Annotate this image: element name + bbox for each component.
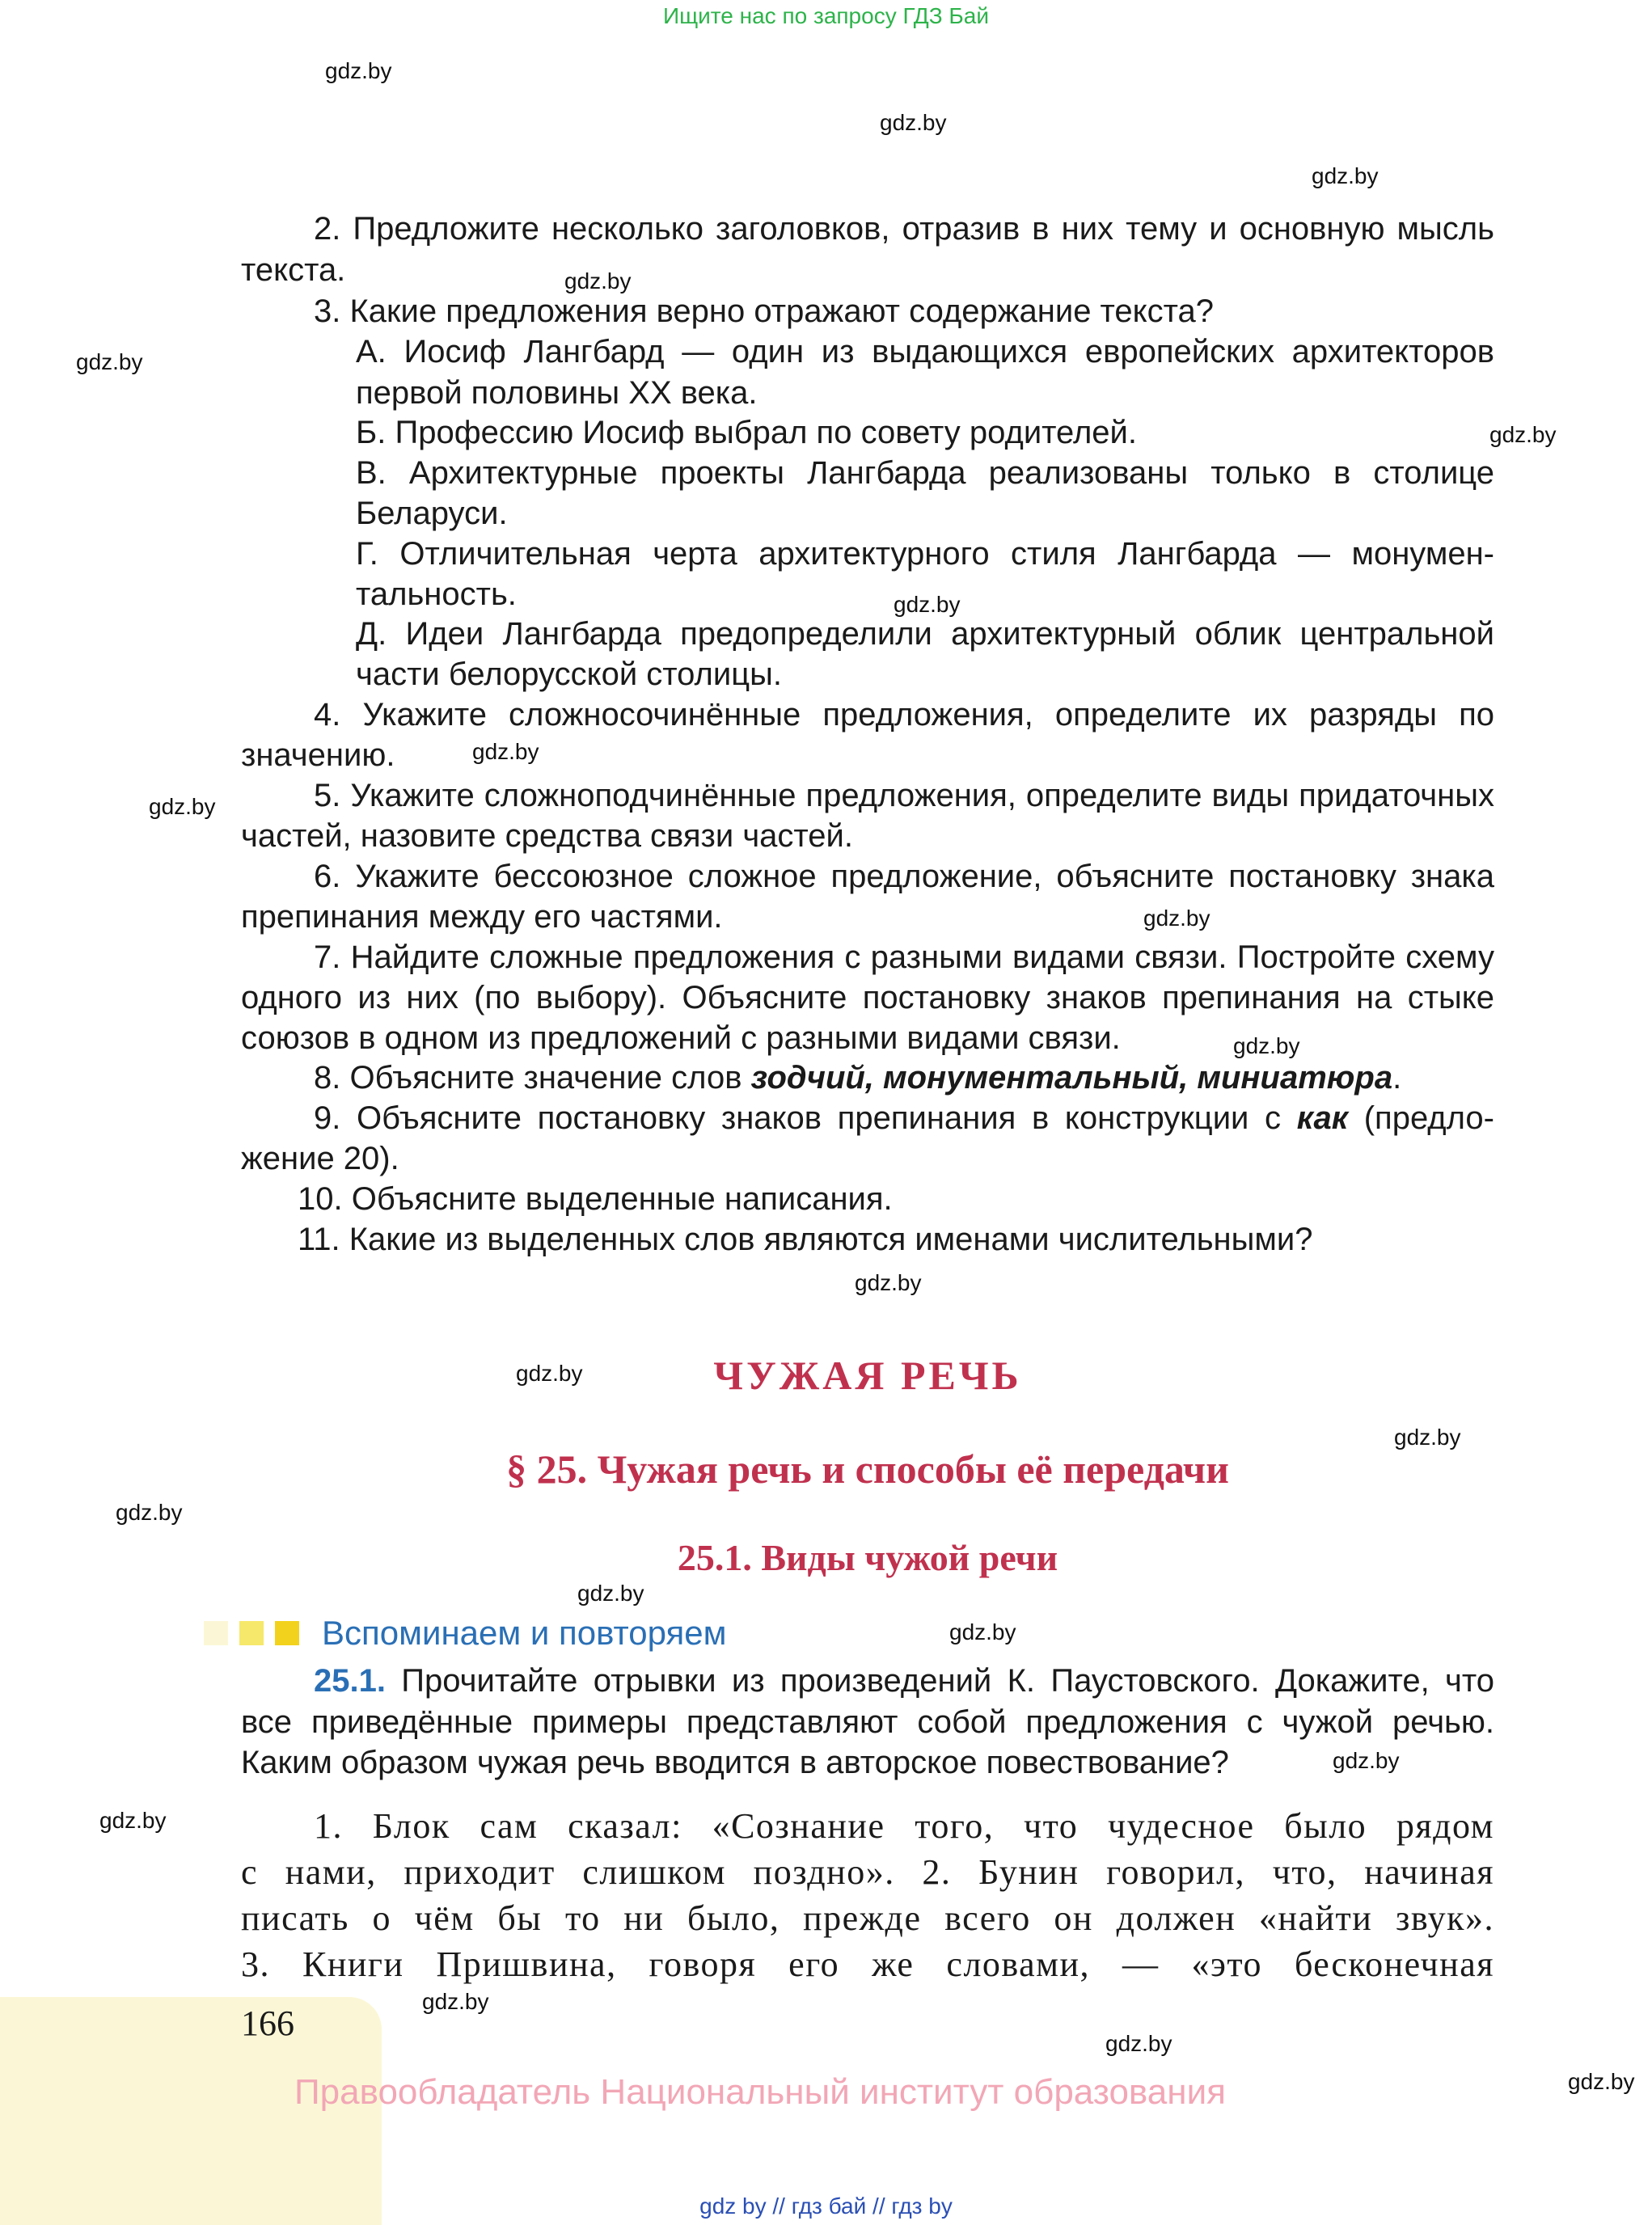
watermark: gdz.by: [577, 1581, 644, 1606]
question-8: [314, 1058, 1567, 1099]
subsection-heading: 25.1. Виды чужой речи: [677, 1537, 1058, 1578]
page-number: 166: [241, 2003, 294, 2043]
option-v-line2: Беларуси.: [356, 496, 508, 531]
option-g-line2: тальность.: [356, 576, 517, 612]
question-7-line3: союзов в одном из предложений с разными видами связи.: [241, 1020, 1121, 1056]
exercise-text: Прочитайте отрывки из произведений К. Паустовского. Докажите, что: [385, 1663, 1494, 1699]
watermark: gdz.by: [149, 794, 216, 819]
exercise-line1: [314, 1661, 1494, 1702]
watermark: gdz.by: [325, 58, 392, 83]
question-5-line2: частей, назовите средства связи частей.: [241, 818, 853, 854]
watermark: gdz.by: [855, 1270, 922, 1295]
watermark: gdz.by: [1568, 2069, 1635, 2094]
square-marker-icon: [204, 1621, 228, 1645]
excerpt-line1: 1. Блок сам сказал: «Сознание того, что чудесное было рядом: [314, 1806, 1494, 1846]
watermark: gdz.by: [564, 268, 632, 293]
watermark: gdz.by: [1394, 1425, 1461, 1450]
question-9-word: как: [1296, 1100, 1349, 1136]
question-8-end: .: [1392, 1060, 1402, 1096]
question-8-words: зодчий, монументальный, миниатюра: [750, 1060, 1393, 1096]
watermark: gdz.by: [949, 1619, 1016, 1644]
top-banner: Ищите нас по запросу ГДЗ Бай: [662, 3, 990, 28]
watermark: gdz.by: [76, 349, 143, 374]
question-8-text: 8. Объясните значение слов: [314, 1060, 751, 1096]
question-3: 3. Какие предложения верно отражают содержание текста?: [314, 293, 1214, 329]
question-7-line2: одного из них (по выбору). Объясните постановку знаков препинания на стыке: [241, 980, 1494, 1015]
option-a-line1: А. Иосиф Лангбард — один из выдающихся европейских архитекторов: [356, 334, 1494, 369]
watermark: gdz.by: [422, 1989, 489, 2014]
question-11: 11. Какие из выделенных слов являются именами числительными?: [298, 1222, 1313, 1257]
question-4-line2: значению.: [241, 737, 395, 773]
watermark: gdz.by: [1312, 163, 1379, 188]
review-header: [204, 1614, 727, 1652]
question-5-line1: 5. Укажите сложноподчинённые предложения, определите виды придаточных: [314, 778, 1494, 813]
watermark: gdz.by: [894, 592, 961, 617]
review-label: Вспоминаем и повторяем: [322, 1614, 727, 1652]
paragraph-heading: § 25. Чужая речь и способы её передачи: [506, 1446, 1229, 1492]
question-9-line1: [314, 1098, 1494, 1139]
watermark: gdz.by: [516, 1361, 583, 1386]
question-7-line1: 7. Найдите сложные предложения с разными видами связи. Постройте схему: [314, 939, 1494, 975]
exercise-line3: Каким образом чужая речь вводится в авторское повествование?: [241, 1745, 1229, 1780]
watermark: gdz.by: [116, 1500, 183, 1525]
option-d-line2: части белорусской столицы.: [356, 657, 782, 692]
question-4-line1: 4. Укажите сложносочинённые предложения, определите их разряды по: [314, 697, 1494, 733]
option-b: Б. Профессию Иосиф выбрал по совету родителей.: [356, 415, 1137, 450]
excerpt-line4: 3. Книги Пришвина, говоря его же словами, — «это бесконечная: [241, 1944, 1494, 1984]
excerpt-line3: писать о чём бы то ни было, прежде всего он должен «найти звук».: [241, 1898, 1494, 1938]
square-marker-icon: [275, 1621, 299, 1645]
excerpt-line2: с нами, приходит слишком поздно». 2. Бунин говорил, что, начиная: [241, 1852, 1494, 1892]
question-9-text: 9. Объясните постановку знаков препинания в конструкции с: [314, 1100, 1297, 1136]
watermark: gdz.by: [1333, 1748, 1400, 1773]
option-d-line1: Д. Идеи Лангбарда предопределили архитектурный облик центральной: [356, 616, 1494, 652]
option-a-line2: первой половины XX века.: [356, 375, 758, 411]
option-v-line1: В. Архитектурные проекты Лангбарда реализованы только в столице: [356, 455, 1494, 491]
watermark: gdz.by: [1233, 1033, 1300, 1058]
question-6-line1: 6. Укажите бессоюзное сложное предложение, объясните постановку знака: [314, 859, 1494, 894]
watermark: gdz.by: [880, 110, 947, 135]
question-2-line1: 2. Предложите несколько заголовков, отразив в них тему и основную мысль: [314, 211, 1494, 247]
question-9-end: (предло-: [1348, 1100, 1495, 1136]
exercise-number: 25.1.: [314, 1663, 386, 1699]
watermark: gdz.by: [99, 1808, 167, 1833]
rights-holder: Правообладатель Национальный институт образования: [294, 2072, 1226, 2112]
watermark: gdz.by: [1489, 422, 1557, 447]
question-10: 10. Объясните выделенные написания.: [298, 1181, 893, 1217]
footer-links: gdz by // гдз бай // гдз by: [699, 2193, 953, 2219]
watermark: gdz.by: [1143, 906, 1210, 931]
section-heading: ЧУЖАЯ РЕЧЬ: [713, 1353, 1022, 1398]
exercise-line2: все приведённые примеры представляют собой предложения с чужой речью.: [241, 1704, 1494, 1740]
question-9-line2: жение 20).: [241, 1141, 399, 1176]
square-marker-icon: [239, 1621, 264, 1645]
question-2-line2: текста.: [241, 252, 346, 288]
question-6-line2: препинания между его частями.: [241, 899, 723, 935]
watermark: gdz.by: [472, 739, 539, 764]
option-g-line1: Г. Отличительная черта архитектурного стиля Лангбарда — монумен-: [356, 536, 1494, 572]
watermark: gdz.by: [1105, 2031, 1172, 2056]
